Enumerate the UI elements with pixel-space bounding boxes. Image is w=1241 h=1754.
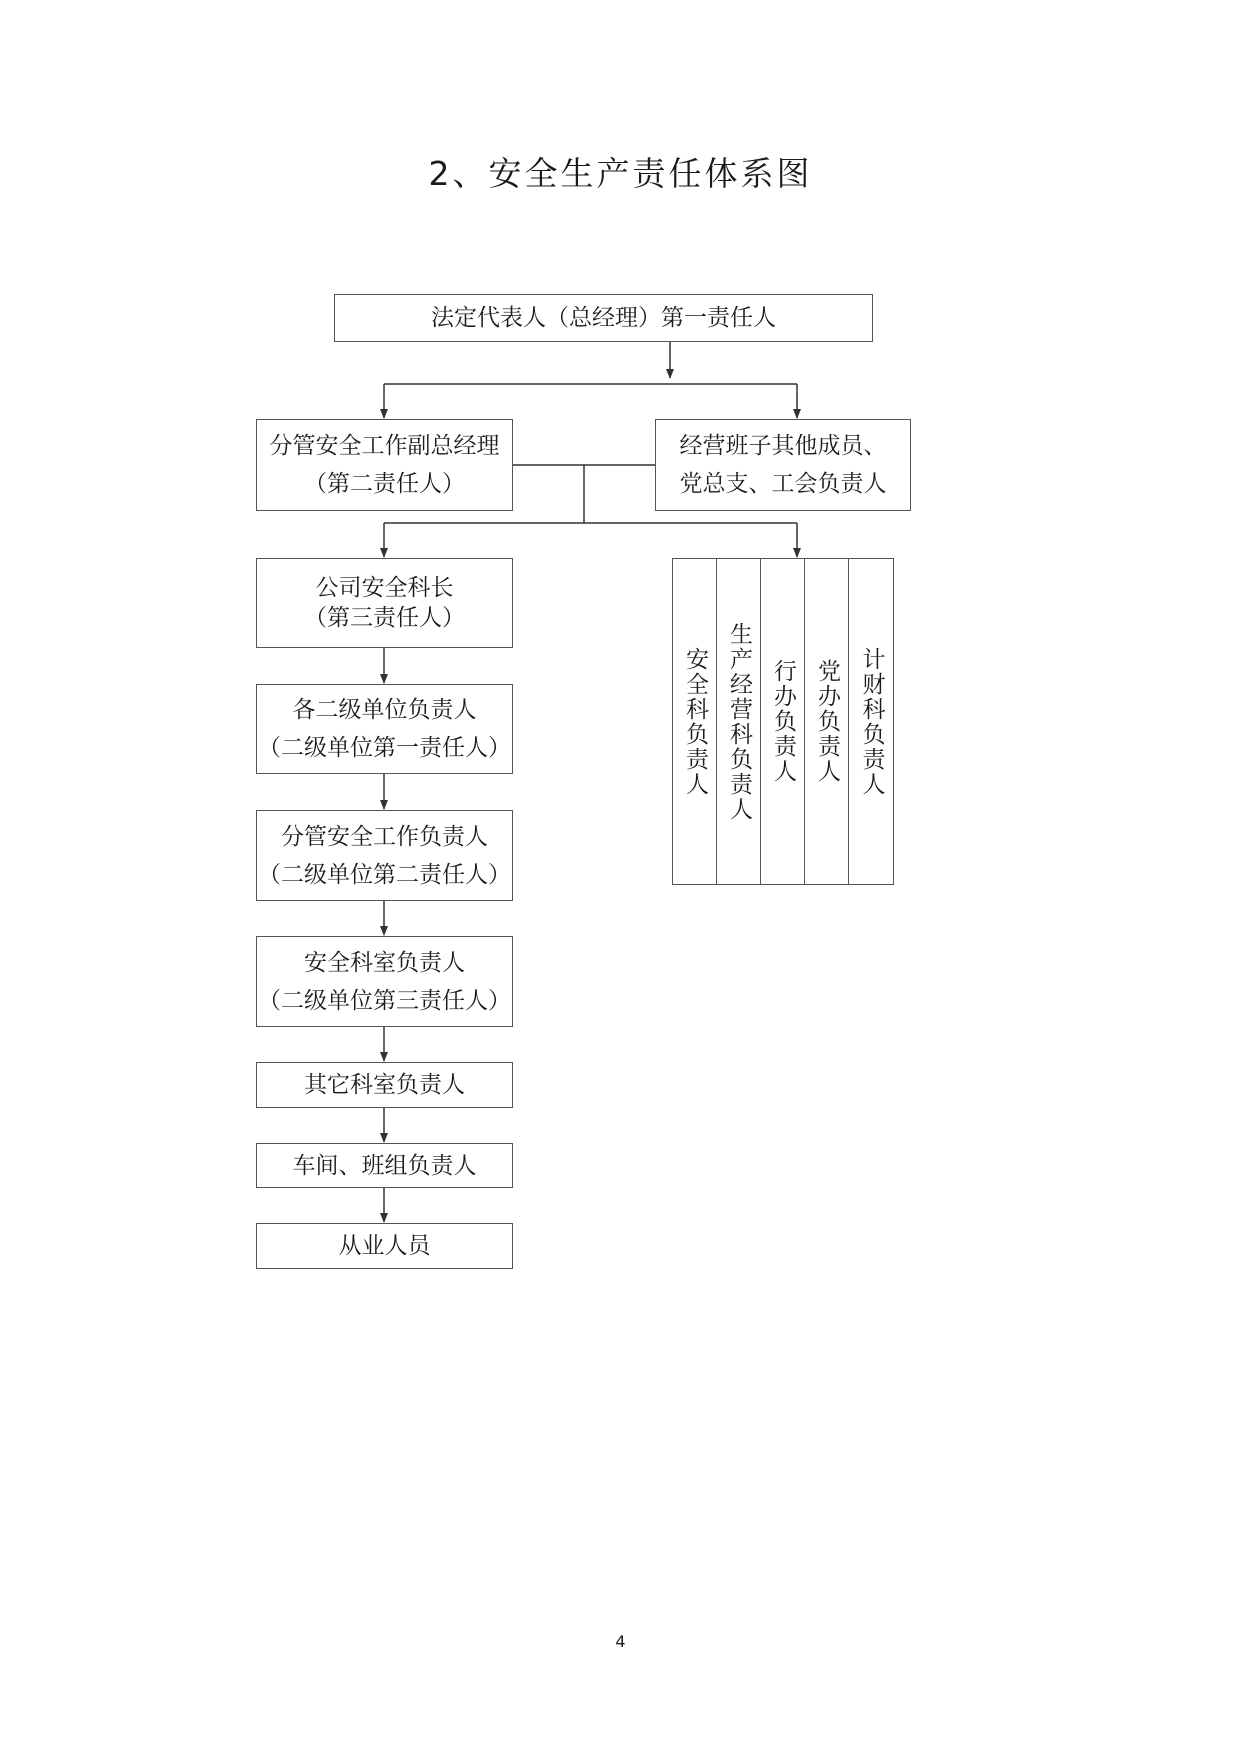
- vice-gm-box: [256, 419, 513, 511]
- department-production-label: 生产经营科负责人: [726, 621, 752, 822]
- department-finance-label: 计财科负责人: [858, 646, 885, 797]
- second-level-head-box: [256, 684, 513, 774]
- safety-work-head-line-2: （二级单位第二责任人）: [258, 861, 511, 888]
- legal-representative-box: [334, 294, 873, 342]
- department-production: [716, 558, 760, 885]
- safety-chief-line-2: （第三责任人）: [304, 605, 465, 631]
- other-members-line-1: 经营班子其他成员、: [679, 433, 887, 459]
- vice-gm-line-1: 分管安全工作副总经理: [269, 433, 500, 459]
- safety-chief-box: [256, 558, 513, 648]
- department-party-office: [804, 558, 848, 885]
- department-safety-label: 安全科负责人: [682, 646, 708, 797]
- department-party-office-label: 党办负责人: [814, 659, 840, 784]
- safety-chief-line-1: 公司安全科长: [315, 575, 454, 601]
- other-members-line-2: 党总支、工会负责人: [679, 471, 887, 497]
- page-title: 2、安全生产责任体系图: [428, 154, 813, 193]
- department-safety: [672, 558, 716, 885]
- department-admin-office-label: 行办负责人: [770, 659, 796, 784]
- other-office-head-label: 其它科室负责人: [304, 1072, 465, 1098]
- safety-work-head-box: [256, 810, 513, 901]
- legal-representative-label: 法定代表人（总经理）第一责任人: [431, 305, 776, 331]
- other-office-head-box: [256, 1062, 513, 1108]
- safety-office-head-box: [256, 936, 513, 1027]
- vice-gm-line-2: （第二责任人）: [304, 471, 465, 497]
- safety-office-head-line-2: （二级单位第三责任人）: [258, 987, 511, 1014]
- staff-label: 从业人员: [338, 1233, 431, 1259]
- safety-work-head-line-1: 分管安全工作负责人: [281, 823, 488, 850]
- staff-box: [256, 1223, 513, 1269]
- other-members-box: [655, 419, 911, 511]
- department-admin-office: [760, 558, 804, 885]
- workshop-head-box: [256, 1143, 513, 1188]
- workshop-head-label: 车间、班组负责人: [292, 1152, 477, 1179]
- safety-office-head-line-1: 安全科室负责人: [304, 949, 465, 976]
- department-finance: [848, 558, 894, 885]
- page-number: 4: [615, 1632, 626, 1651]
- second-level-head-line-2: （二级单位第一责任人）: [258, 735, 511, 761]
- second-level-head-line-1: 各二级单位负责人: [292, 697, 477, 723]
